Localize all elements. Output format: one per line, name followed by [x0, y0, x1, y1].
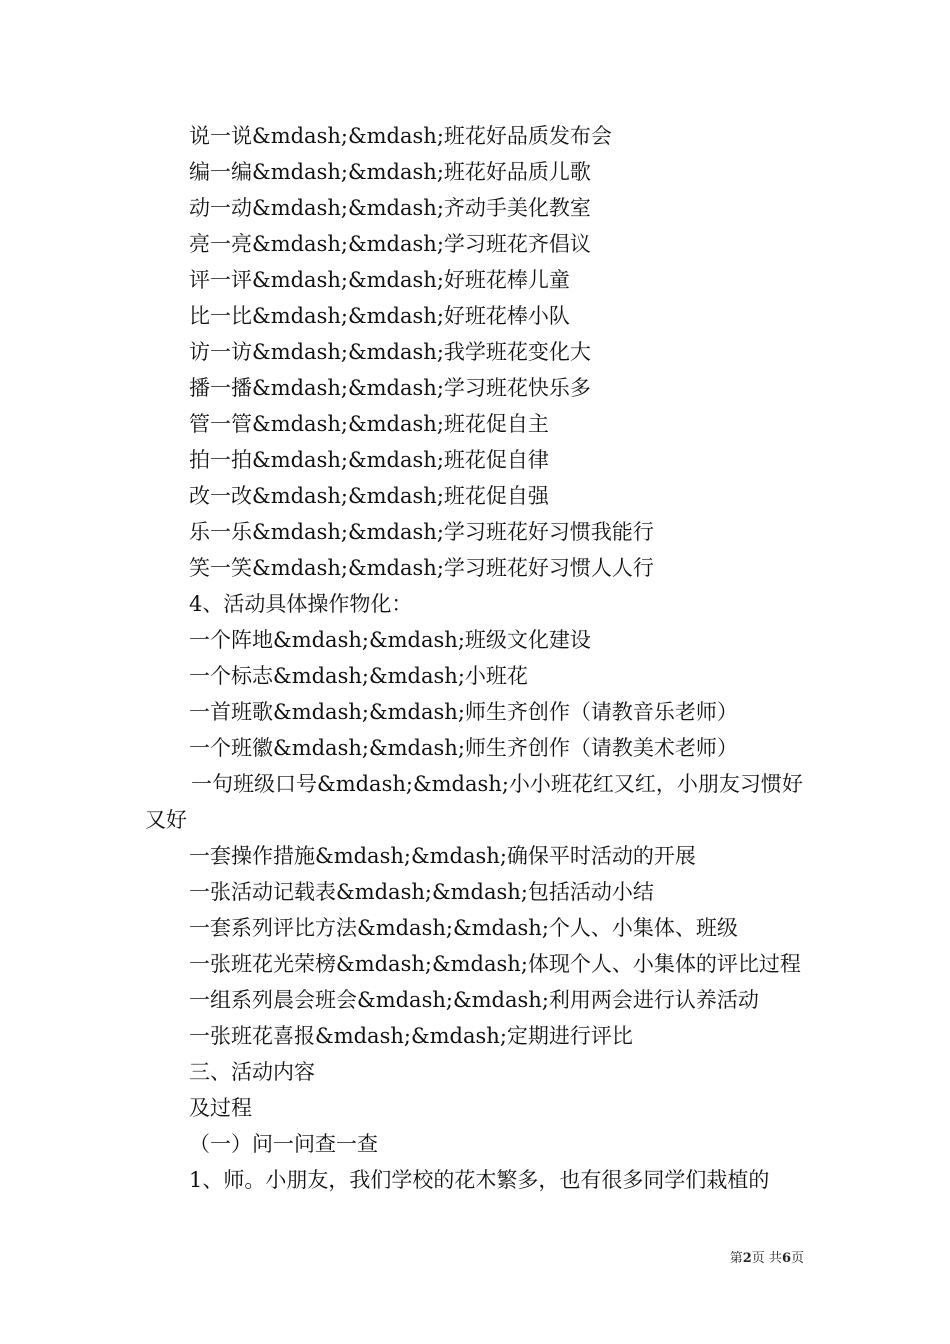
text-line: 管一管&mdash;&mdash;班花促自主	[189, 412, 549, 436]
page-number-footer	[730, 1250, 804, 1268]
total-pages-number: 6	[781, 1251, 791, 1266]
text-line: 访一访&mdash;&mdash;我学班花变化大	[189, 340, 591, 364]
text-line: 亮一亮&mdash;&mdash;学习班花齐倡议	[189, 232, 591, 256]
section-heading: 三、活动内容	[189, 1060, 315, 1084]
text-line: 动一动&mdash;&mdash;齐动手美化教室	[189, 196, 591, 220]
text-line: 播一播&mdash;&mdash;学习班花快乐多	[189, 376, 591, 400]
text-line: 一张班花光荣榜&mdash;&mdash;体现个人、小集体的评比过程	[189, 952, 801, 976]
text-line: 一张班花喜报&mdash;&mdash;定期进行评比	[189, 1024, 633, 1048]
text-line: 比一比&mdash;&mdash;好班花棒小队	[189, 304, 570, 328]
text-line: 一首班歌&mdash;&mdash;师生齐创作（请教音乐老师）	[189, 700, 738, 724]
text-line: 一个班徽&mdash;&mdash;师生齐创作（请教美术老师）	[189, 736, 738, 760]
text-line: 一个标志&mdash;&mdash;小班花	[189, 664, 528, 688]
text-line: 一张活动记载表&mdash;&mdash;包括活动小结	[189, 880, 654, 904]
text-line: 一组系列晨会班会&mdash;&mdash;利用两会进行认养活动	[189, 988, 759, 1012]
text-line: 评一评&mdash;&mdash;好班花棒儿童	[189, 268, 570, 292]
text-line: 一套操作措施&mdash;&mdash;确保平时活动的开展	[189, 844, 696, 868]
text-line: 1、师。小朋友，我们学校的花木繁多，也有很多同学们栽植的	[189, 1168, 770, 1192]
document-body	[145, 118, 810, 1198]
footer-suffix: 页	[790, 1251, 804, 1266]
text-line: 乐一乐&mdash;&mdash;学习班花好习惯我能行	[189, 520, 654, 544]
footer-prefix: 第	[729, 1251, 743, 1266]
subsection-heading: （一）问一问查一查	[189, 1132, 378, 1156]
section-heading: 4、活动具体操作物化：	[189, 592, 413, 616]
current-page-number: 2	[742, 1251, 752, 1266]
text-line: 拍一拍&mdash;&mdash;班花促自律	[189, 448, 549, 472]
wrapped-paragraph-line-2: 又好	[145, 808, 187, 832]
footer-middle: 页 共	[751, 1251, 782, 1266]
text-line: 改一改&mdash;&mdash;班花促自强	[189, 484, 549, 508]
text-line: 笑一笑&mdash;&mdash;学习班花好习惯人人行	[189, 556, 654, 580]
wrapped-paragraph-line-1: 一句班级口号&mdash;&mdash;小小班花红又红，小朋友习惯好	[191, 772, 803, 796]
text-line: 及过程	[189, 1096, 252, 1120]
text-line: 一个阵地&mdash;&mdash;班级文化建设	[189, 628, 591, 652]
text-line: 一套系列评比方法&mdash;&mdash;个人、小集体、班级	[189, 916, 738, 940]
text-line: 编一编&mdash;&mdash;班花好品质儿歌	[189, 160, 591, 184]
wrapped-paragraph	[145, 766, 810, 838]
text-line: 说一说&mdash;&mdash;班花好品质发布会	[189, 124, 612, 148]
